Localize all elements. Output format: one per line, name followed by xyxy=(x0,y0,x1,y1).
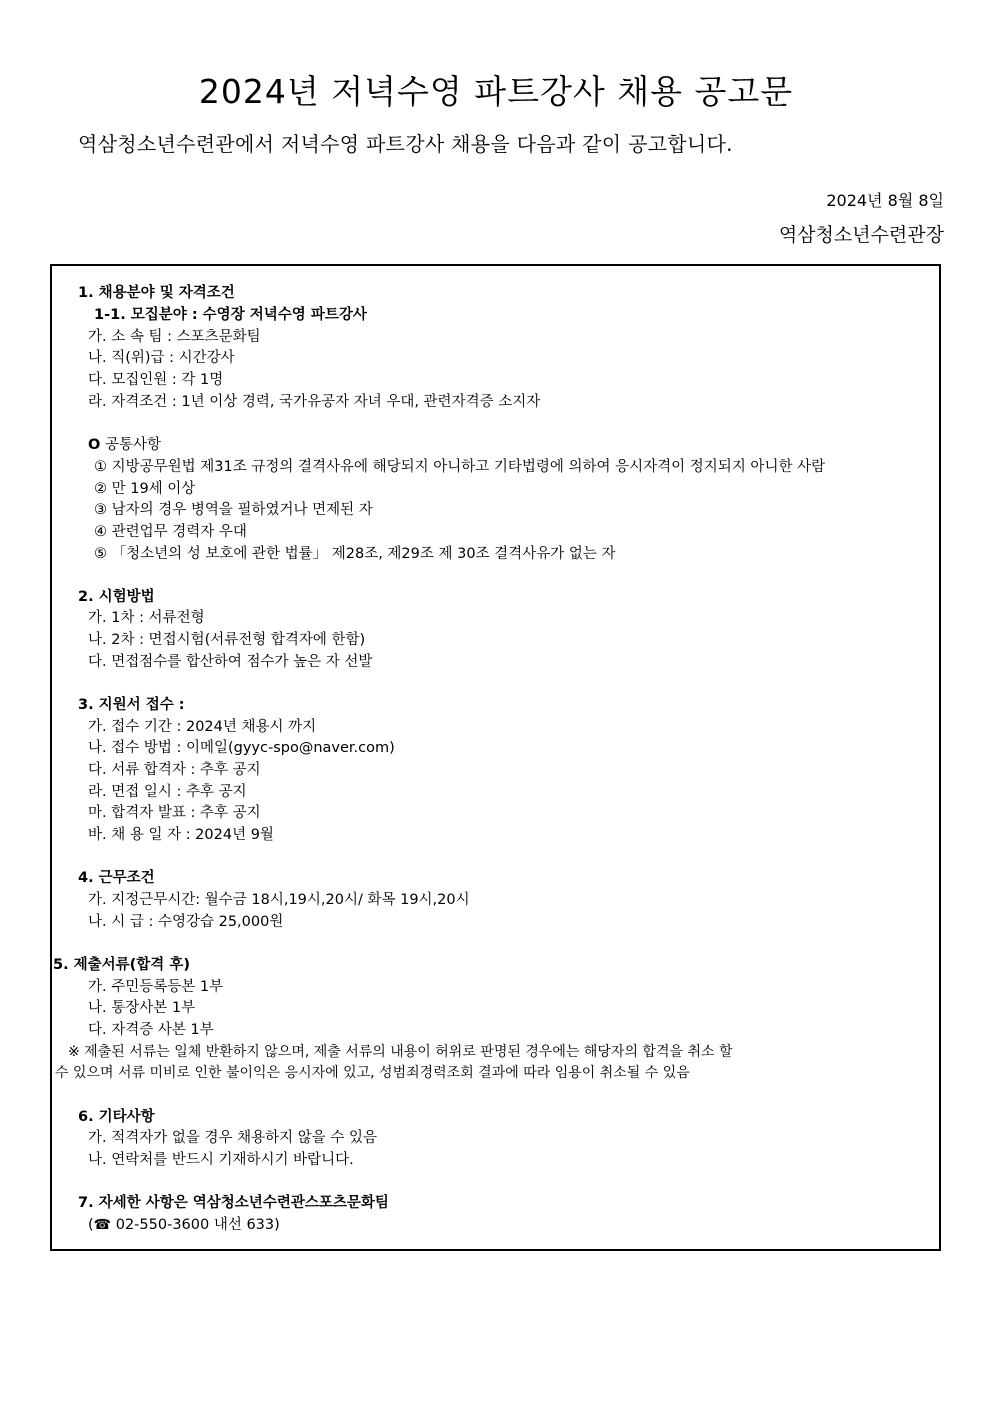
list-item: 라. 자격조건 : 1년 이상 경력, 국가유공자 자녀 우대, 관련자격증 소지자 xyxy=(88,394,541,410)
phone-open-paren: ( xyxy=(88,1217,94,1233)
phone-number: 02-550-3600 내선 633) xyxy=(111,1217,280,1233)
phone-icon: ☎ xyxy=(93,1217,112,1233)
list-item: 가. 소 속 팀 : 스포츠문화팀 xyxy=(88,329,261,345)
list-item: ① 지방공무원법 제31조 규정의 결격사유에 해당되지 아니하고 기타법령에 의하여 응시자격이 정지되지 아니한 사람 xyxy=(94,459,826,475)
list-item: 나. 시 급 : 수영강습 25,000원 xyxy=(88,914,284,930)
list-item: ③ 남자의 경우 병역을 필하였거나 면제된 자 xyxy=(94,502,373,518)
note-line: 수 있으며 서류 미비로 인한 불이익은 응시자에 있고, 성범죄경력조회 결과에 따라 임용이 취소될 수 있음 xyxy=(55,1065,690,1081)
notice-date: 2024년 8월 8일 xyxy=(826,191,944,210)
section-1-heading: 1. 채용분야 및 자격조건 xyxy=(78,285,235,301)
list-item: 나. 2차 : 면접시험(서류전형 합격자에 한함) xyxy=(88,632,366,648)
section-7-heading: 7. 자세한 사항은 역삼청소년수련관스포츠문화팀 xyxy=(78,1195,389,1211)
list-item: 라. 면접 일시 : 추후 공지 xyxy=(88,784,247,800)
list-item: 다. 자격증 사본 1부 xyxy=(88,1022,214,1038)
list-item: 나. 연락처를 반드시 기재하시기 바랍니다. xyxy=(88,1152,354,1168)
issuer-name: 역삼청소년수련관장 xyxy=(778,224,944,246)
list-item: 가. 지정근무시간: 월수금 18시,19시,20시/ 화목 19시,20시 xyxy=(88,892,470,908)
list-item: 나. 직(위)급 : 시간강사 xyxy=(88,350,235,366)
list-item: 다. 면접점수를 합산하여 점수가 높은 자 선발 xyxy=(88,654,373,670)
list-item: 가. 접수 기간 : 2024년 채용시 까지 xyxy=(88,719,317,735)
list-item: 다. 모집인원 : 각 1명 xyxy=(88,372,224,388)
common-heading: 공통사항 xyxy=(104,437,161,453)
section-4-heading: 4. 근무조건 xyxy=(78,870,155,886)
list-item: 다. 서류 합격자 : 추후 공지 xyxy=(88,762,261,778)
list-item: 마. 합격자 발표 : 추후 공지 xyxy=(88,805,261,821)
list-item: 나. 접수 방법 : 이메일(gyyc-spo@naver.com) xyxy=(88,740,395,756)
list-item: ② 만 19세 이상 xyxy=(94,481,196,497)
list-item: 바. 채 용 일 자 : 2024년 9월 xyxy=(88,827,274,843)
section-5-heading: 5. 제출서류(합격 후) xyxy=(53,957,190,973)
section-6-heading: 6. 기타사항 xyxy=(78,1109,155,1125)
list-item: 가. 주민등록등본 1부 xyxy=(88,979,224,995)
page-title: 2024년 저녁수영 파트강사 채용 공고문 xyxy=(198,72,794,111)
contact-phone xyxy=(88,1215,280,1235)
intro-text: 역삼청소년수련관에서 저녁수영 파트강사 채용을 다음과 같이 공고합니다. xyxy=(78,132,733,156)
list-item: 가. 1차 : 서류전형 xyxy=(88,610,205,626)
section-3-heading: 3. 지원서 접수 : xyxy=(78,697,185,713)
notice-box xyxy=(50,264,941,1251)
section-1-sub-heading: 1-1. 모집분야 : 수영장 저녁수영 파트강사 xyxy=(94,307,367,323)
circle-bullet-icon: O xyxy=(88,437,101,453)
list-item: 나. 통장사본 1부 xyxy=(88,1000,196,1016)
list-item: ④ 관련업무 경력자 우대 xyxy=(94,524,247,540)
list-item: ⑤ 「청소년의 성 보호에 관한 법률」 제28조, 제29조 제 30조 결격사유가 없는 자 xyxy=(94,546,616,562)
common-heading-row xyxy=(88,435,161,455)
section-2-heading: 2. 시험방법 xyxy=(78,589,155,605)
list-item: 가. 적격자가 없을 경우 채용하지 않을 수 있음 xyxy=(88,1130,377,1146)
note-line: ※ 제출된 서류는 일체 반환하지 않으며, 제출 서류의 내용이 허위로 판명된 경우에는 해당자의 합격을 취소 할 xyxy=(68,1044,733,1060)
